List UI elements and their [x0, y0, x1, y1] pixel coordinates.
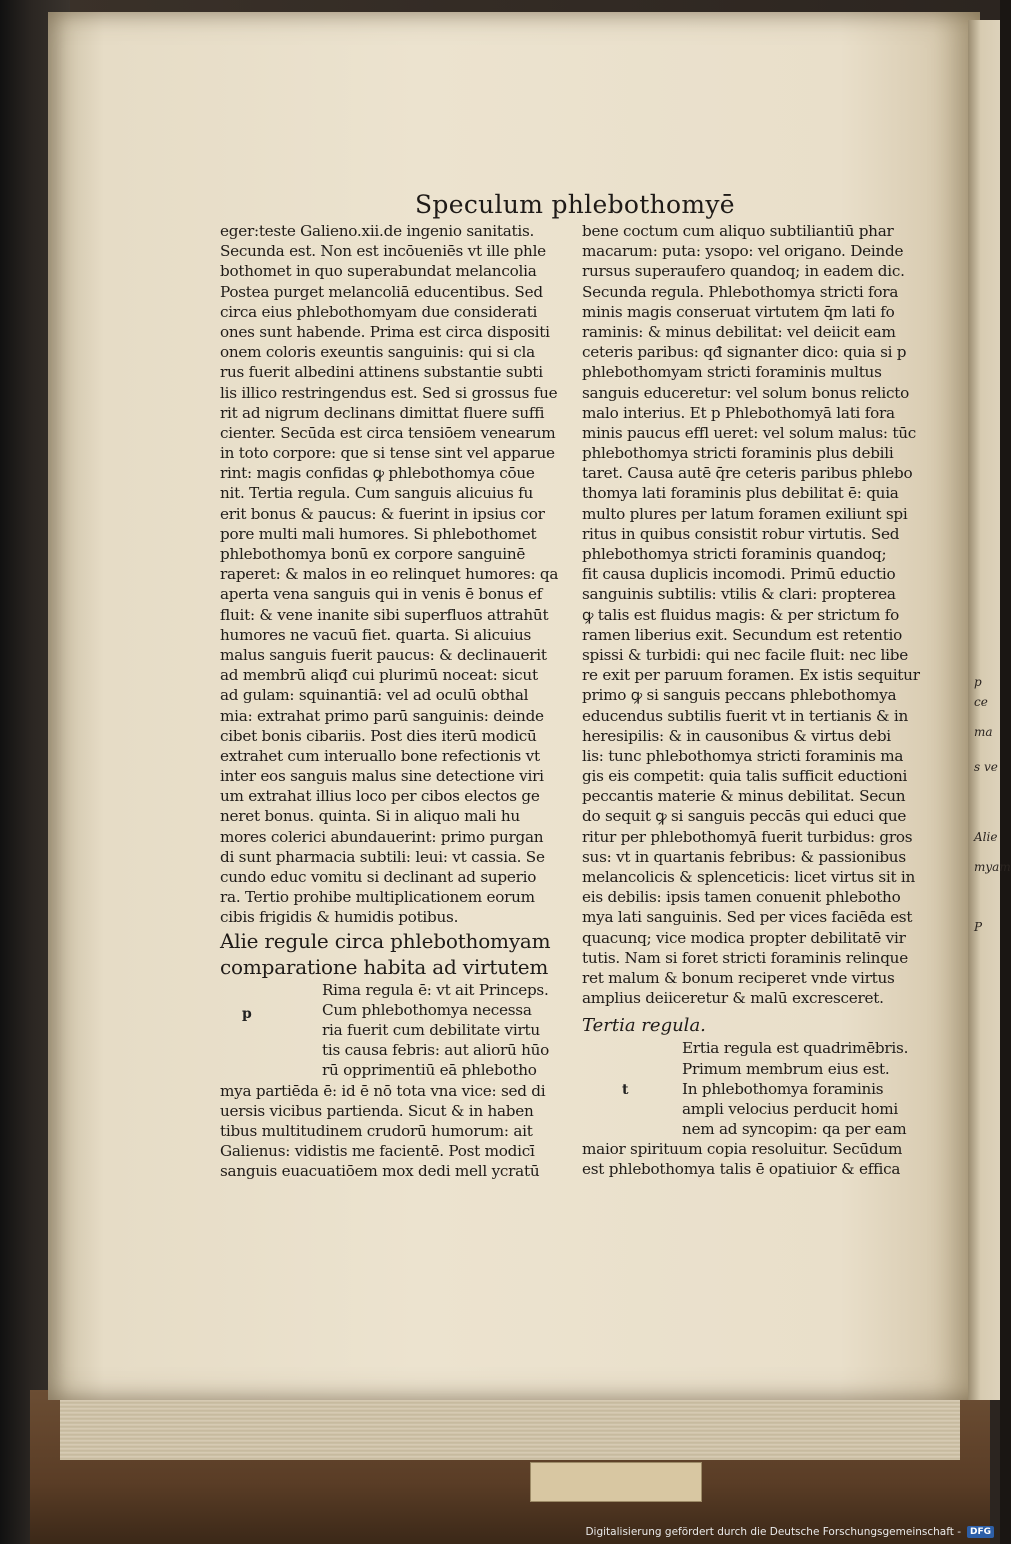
text-line: spissi & turbidi: qui nec facile fluit: nec libe [582, 645, 908, 664]
text-line: di sunt pharmacia subtili: leui: vt cassia. Se [220, 847, 545, 866]
text-line: eis debilis: ipsis tamen conuenit phlebotho [582, 888, 901, 907]
next-page-fragment: ce [974, 695, 988, 709]
text-line: rū opprimentiū eā phlebotho [322, 1061, 537, 1080]
initial-block [220, 980, 560, 1182]
text-line: Rima regula ē: vt ait Princeps. [322, 980, 549, 999]
text-line: sanguinis subtilis: vtilis & clari: propterea [582, 585, 896, 604]
text-line: quacunq; vice modica propter debilitatē vir [582, 928, 906, 947]
text-line: Secunda regula. Phlebothomya stricti fora [582, 282, 899, 301]
binding-label-strip [530, 1462, 702, 1502]
text-line: humores ne vacuū fiet. quarta. Si alicuius [220, 625, 532, 644]
text-line: cibet bonis cibariis. Post dies iterū modicū [220, 726, 537, 745]
text-line: Cum phlebothomya necessa [322, 1000, 532, 1019]
text-line: Galienus: vidistis me facientē. Post modicī [220, 1142, 535, 1161]
text-line: Primum membrum eius est. [682, 1059, 890, 1078]
text-line: um extrahat illius loco per cibos electos ge [220, 787, 540, 806]
text-line: cibis frigidis & humidis potibus. [220, 908, 459, 927]
next-page-fragment: myam [974, 860, 1011, 874]
text-line: phlebothomya stricti foraminis plus debili [582, 444, 894, 463]
text-line: multo plures per latum foramen exiliunt spi [582, 504, 908, 523]
text-line: minis paucus effl ueret: vel solum malus: tūc [582, 423, 916, 442]
text-line: re exit per paruum foramen. Ex istis sequitur [582, 666, 920, 685]
text-line: mores colerici abundauerint: primo purgan [220, 827, 544, 846]
text-line: lis illico restringendus est. Sed si grossus fue [220, 383, 558, 402]
section-heading: Alie regule circa phlebothomyam [220, 928, 551, 953]
text-line: fit causa duplicis incomodi. Primū eductio [582, 565, 896, 584]
text-line: circa eius phlebothomyam due considerati [220, 302, 538, 321]
right-column [582, 221, 920, 1180]
text-line: rint: magis confidas ꝙ phlebothomya cōue [220, 464, 535, 483]
next-page-fragment: P [974, 920, 983, 934]
text-line: mya lati sanguinis. Sed per vices faciēda est [582, 908, 913, 927]
text-line: ꝙ talis est fluidus magis: & per strictum fo [582, 605, 899, 624]
text-line: ones sunt habende. Prima est circa dispositi [220, 322, 550, 341]
text-line: rursus superaufero quandoq; in eadem dic. [582, 262, 905, 281]
text-line: ret malum & bonum reciperet vnde virtus [582, 968, 895, 987]
text-line: rit ad nigrum declinans dimittat fluere suffi [220, 403, 545, 422]
text-line: bothomet in quo superabundat melancolia [220, 262, 537, 281]
text-line: cienter. Secūda est circa tensiōem venearum [220, 423, 556, 442]
text-line: malus sanguis fuerit paucus: & declinauerit [220, 645, 547, 664]
text-line: uersis vicibus partienda. Sicut & in haben [220, 1101, 534, 1120]
text-line: inter eos sanguis malus sine detectione viri [220, 767, 544, 786]
text-line: ad membrū aliqđ cui plurimū noceat: sicut [220, 666, 538, 685]
running-title: Speculum phlebothomyē [415, 190, 735, 219]
text-line: malo interius. Et p Phlebothomyā lati fora [582, 403, 895, 422]
left-column [220, 221, 560, 1181]
text-line: ceteris paribus: qđ signanter dico: quia si p [582, 343, 907, 362]
text-line: est phlebothomya talis ē opatiuior & effica [582, 1160, 901, 1179]
text-line: bene coctum cum aliquo subtiliantiū phar [582, 222, 894, 240]
text-line: peccantis materie & minus debilitat. Secun [582, 787, 906, 806]
next-page-fragment: s ve [974, 760, 998, 774]
text-line: eger:teste Galieno.xii.de ingenio sanitatis. [220, 222, 535, 240]
initial-guide-letter: p [242, 1005, 252, 1022]
next-page-fragment: Alie [974, 830, 998, 844]
text-line: neret bonus. quinta. Si in aliquo mali hu [220, 807, 520, 826]
text-line: tis causa febris: aut aliorū hūo [322, 1041, 550, 1060]
text-line: taret. Causa autē q̄re ceteris paribus phlebo [582, 464, 913, 483]
dfg-logo: DFG [967, 1526, 994, 1538]
text-line: sanguis educeretur: vel solum bonus relicto [582, 383, 910, 402]
text-line: ra. Tertio prohibe multiplicationem eorum [220, 888, 535, 907]
text-line: in toto corpore: que si tense sint vel apparue [220, 444, 555, 463]
digitization-credit [585, 1522, 994, 1542]
text-line: educendus subtilis fuerit vt in tertianis & in [582, 706, 909, 725]
text-line: pore multi mali humores. Si phlebothomet [220, 524, 537, 543]
text-line: ad gulam: squinantiā: vel ad oculū obthal [220, 686, 529, 705]
initial-guide-letter: t [622, 1082, 629, 1099]
text-line: In phlebothomya foraminis [682, 1079, 884, 1098]
text-line: rus fuerit albedini attinens substantie subti [220, 363, 543, 382]
text-line: aperta vena sanguis qui in venis ē bonus ef [220, 585, 543, 604]
text-line: maior spirituum copia resoluitur. Secūdum [582, 1140, 903, 1159]
text-line: heresipilis: & in causonibus & virtus debi [582, 726, 891, 745]
text-line: nit. Tertia regula. Cum sanguis alicuius fu [220, 484, 533, 503]
text-line: mia: extrahat primo parū sanguinis: deinde [220, 706, 544, 725]
text-line: ria fuerit cum debilitate virtu [322, 1020, 540, 1039]
text-line: erit bonus & paucus: & fuerint in ipsius cor [220, 504, 545, 523]
text-line: macarum: puta: ysopo: vel origano. Deinde [582, 242, 904, 261]
text-line: sanguis euacuatiōem mox dedi mell ycratū [220, 1162, 540, 1181]
text-line: ritur per phlebothomyā fuerit turbidus: gros [582, 827, 913, 846]
initial-block [582, 1038, 912, 1179]
text-line: phlebothomyam stricti foraminis multus [582, 363, 882, 382]
text-line: nem ad syncopim: qa per eam [682, 1120, 907, 1139]
text-line: gis eis competit: quia talis sufficit eductioni [582, 767, 908, 786]
text-line: Secunda est. Non est incōueniēs vt ille phle [220, 242, 546, 261]
text-line: tibus multitudinem crudorū humorum: ait [220, 1121, 533, 1140]
text-line: raminis: & minus debilitat: vel deiicit eam [582, 322, 896, 341]
next-page-fragment: p [974, 675, 982, 689]
section-heading: comparatione habita ad virtutem [220, 954, 549, 979]
text-line: melancolicis & splenceticis: licet virtus sit in [582, 868, 916, 886]
text-line: mya partiēda ē: id ē nō tota vna vice: sed di [220, 1081, 546, 1100]
text-line: fluit: & vene inanite sibi superfluos attrahūt [220, 605, 549, 624]
text-line: phlebothomya stricti foraminis quandoq; [582, 545, 887, 563]
text-line: ramen liberius exit. Secundum est retentio [582, 625, 903, 644]
text-line: sus: vt in quartanis febribus: & passionibus [582, 847, 906, 866]
text-line: ampli velocius perducit homi [682, 1099, 899, 1118]
text-line: phlebothomya bonū ex corpore sanguinē [220, 545, 526, 563]
page-edges [60, 1400, 960, 1460]
text-line: extrahet cum interuallo bone refectionis vt [220, 746, 540, 765]
text-line: onem coloris exeuntis sanguinis: qui si cla [220, 343, 535, 362]
text-line: do sequit ꝙ si sanguis peccās qui educi que [582, 807, 907, 826]
text-line: primo ꝙ si sanguis peccans phlebothomya [582, 686, 897, 705]
credit-text: Digitalisierung gefördert durch die Deutsche Forschungsgemeinschaft - [585, 1526, 961, 1538]
next-page-fragment: ma [974, 725, 993, 739]
text-line: Postea purget melancoliā educentibus. Sed [220, 282, 543, 301]
text-line: minis magis conseruat virtutem q̄m lati fo [582, 302, 895, 321]
text-line: raperet: & malos in eo relinquet humores: qa [220, 565, 559, 584]
text-line: cundo educ vomitu si declinant ad superio [220, 868, 537, 886]
text-line: thomya lati foraminis plus debilitat ē: quia [582, 484, 899, 503]
text-line: lis: tunc phlebothomya stricti foraminis ma [582, 746, 904, 765]
subheading: Tertia regula. [582, 1015, 706, 1037]
text-line: Ertia regula est quadrimēbris. [682, 1039, 909, 1058]
text-line: tutis. Nam si foret stricti foraminis relinque [582, 948, 908, 967]
text-line: amplius deiiceretur & malū excresceret. [582, 989, 884, 1008]
next-page-edge [968, 20, 1011, 1400]
text-line: ritus in quibus consistit robur virtutis. Sed [582, 524, 900, 543]
